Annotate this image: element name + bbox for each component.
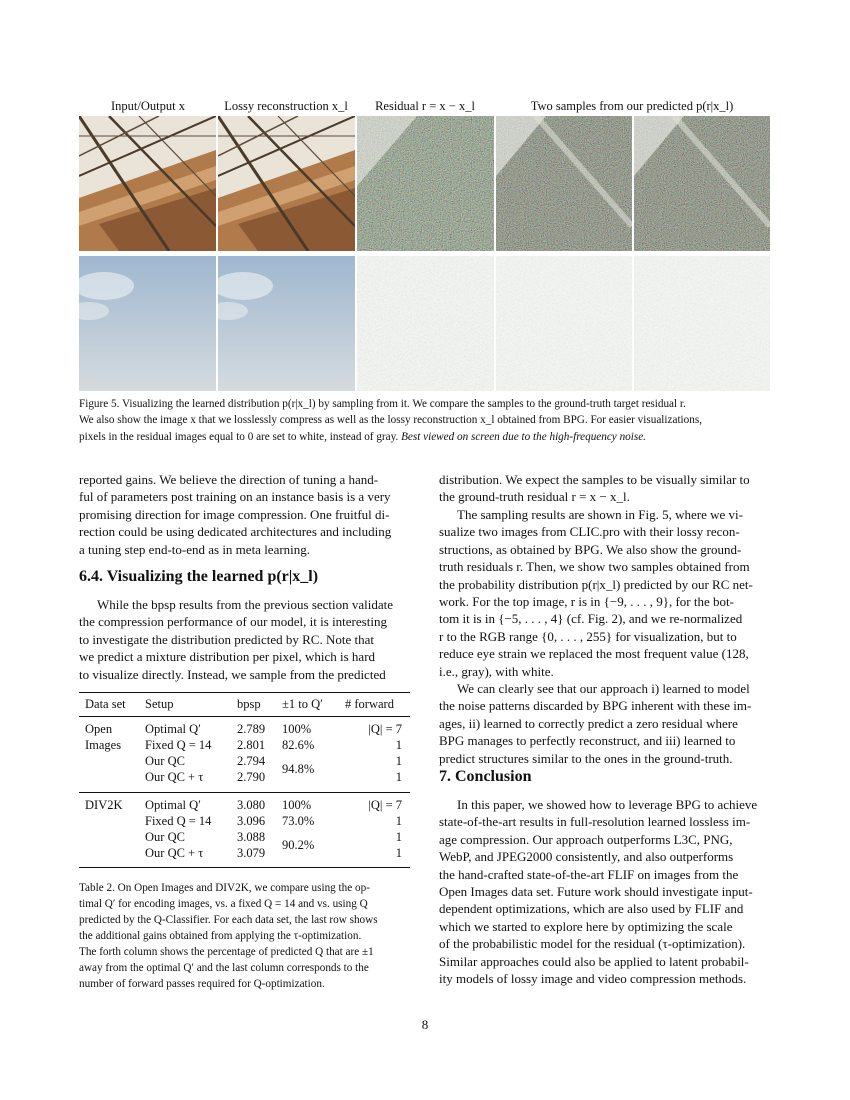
right-paragraph-2 bbox=[439, 506, 770, 680]
sky-image-lossy bbox=[218, 256, 355, 391]
table-cell-forward: 1 bbox=[395, 846, 402, 860]
table-header-rule bbox=[79, 716, 410, 717]
figure-header-lossy-reconstruction: Lossy reconstruction x_l bbox=[224, 99, 348, 113]
table-cell-pm1: 94.8% bbox=[282, 762, 315, 776]
right-paragraph-3 bbox=[439, 680, 770, 767]
table-top-rule bbox=[79, 692, 410, 693]
text-line: In this paper, we showed how to leverage BPG to achieve bbox=[457, 797, 758, 812]
text-line: WebP, and JPEG2000 consistently, and also outperforms bbox=[439, 849, 734, 865]
sky-sample-1 bbox=[496, 256, 632, 391]
table-cell-pm1: 82.6% bbox=[282, 738, 315, 752]
table-cell-forward: 1 bbox=[395, 770, 402, 784]
text-line: the probability distribution p(r|x_l) predicted by our RC net- bbox=[439, 576, 753, 592]
text-line: which we started to explore here by optimizing the scale bbox=[439, 918, 733, 934]
page-number: 8 bbox=[421, 1017, 429, 1032]
table-dataset-label: DIV2K bbox=[85, 798, 123, 812]
figure-caption-line: Figure 5. Visualizing the learned distribution p(r|x_l) by sampling from it. We compare the samples to the ground-truth target residual r. bbox=[79, 398, 686, 410]
text-line: reduce eye strain we replaced the most frequent value (128, bbox=[439, 646, 749, 662]
text-line: the compression performance of our model, it is interesting bbox=[79, 614, 387, 630]
table-bottom-rule bbox=[79, 867, 410, 868]
table-dataset-label: Open bbox=[85, 722, 113, 736]
text-line: The sampling results are shown in Fig. 5, where we vi- bbox=[457, 507, 743, 522]
text-line: age compression. Our approach outperforms L3C, PNG, bbox=[439, 831, 733, 847]
right-paragraph-1 bbox=[439, 471, 770, 506]
text-line: Similar approaches could also be applied to latent probabil- bbox=[439, 953, 749, 969]
table-cell-setup: Our QC + τ bbox=[145, 770, 204, 784]
table-caption-line: The forth column shows the percentage of predicted Q that are ±1 bbox=[79, 946, 374, 958]
table-group-open-images bbox=[79, 721, 410, 791]
bridge-sample-2 bbox=[634, 116, 770, 251]
table-cell-pm1: 73.0% bbox=[282, 814, 315, 828]
text-line: state-of-the-art results in full-resolution learned lossless im- bbox=[439, 814, 751, 830]
table-cell-bpsp: 3.096 bbox=[237, 814, 266, 828]
table-caption-line: timal Q′ for encoding images, vs. a fixed Q = 14 and vs. using Q bbox=[79, 898, 368, 910]
table-cell-bpsp: 2.794 bbox=[237, 754, 266, 768]
text-line: the noise patterns discarded by BPG inherent with these im- bbox=[439, 698, 752, 714]
table-cell-bpsp: 2.789 bbox=[237, 722, 266, 736]
table-header-pm1: ±1 to Q′ bbox=[282, 697, 323, 711]
table-cell-pm1: 100% bbox=[282, 798, 312, 812]
figure-header-input-output: Input/Output x bbox=[111, 99, 185, 113]
figure-caption-line: pixels in the residual images equal to 0 are set to white, instead of gray. bbox=[79, 430, 402, 443]
text-line: ages, ii) learned to correctly predict a zero residual where bbox=[439, 715, 738, 731]
text-line: truth residuals r. Then, we show two samples obtained from bbox=[439, 559, 750, 575]
table-cell-forward: |Q| = 7 bbox=[368, 722, 402, 736]
text-line: BPG manages to perfectly reconstruct, and iii) learned to bbox=[439, 733, 736, 749]
text-line: work. For the top image, r is in {−9, . . . , 9}, for the bot- bbox=[439, 594, 734, 610]
text-line: promising direction for image compression. One fruitful di- bbox=[79, 506, 390, 522]
table-header-forward: # forward bbox=[345, 697, 394, 711]
text-line: to investigate the distribution predicted by RC. Note that bbox=[79, 631, 374, 647]
text-line: dependent optimizations, which are also used by FLIF and bbox=[439, 901, 744, 917]
table-cell-setup: Optimal Q′ bbox=[145, 722, 201, 736]
text-line: sualize two images from CLIC.pro with their lossy recon- bbox=[439, 524, 740, 540]
table-group-div2k bbox=[79, 797, 410, 867]
table-header-bpsp: bpsp bbox=[237, 697, 261, 711]
figure-header-samples: Two samples from our predicted p(r|x_l) bbox=[530, 99, 734, 113]
table-cell-setup: Fixed Q = 14 bbox=[145, 814, 212, 828]
figure-caption-emphasis: Best viewed on screen due to the high-frequency noise. bbox=[401, 430, 646, 443]
table-header-dataset: Data set bbox=[85, 697, 126, 711]
table-caption bbox=[79, 880, 410, 992]
table-header-setup: Setup bbox=[145, 697, 174, 711]
text-line: predict structures similar to the ones in the ground-truth. bbox=[439, 750, 733, 766]
table-cell-forward: 1 bbox=[395, 738, 402, 752]
table-caption-line: Table 2. On Open Images and DIV2K, we compare using the op- bbox=[79, 882, 370, 894]
table-cell-setup: Our QC bbox=[145, 754, 185, 768]
bridge-residual bbox=[357, 116, 494, 251]
table-cell-bpsp: 2.801 bbox=[237, 738, 266, 752]
sky-residual bbox=[357, 256, 494, 391]
section-title-6-4: 6.4. Visualizing the learned p(r|x_l) bbox=[79, 568, 319, 585]
table-cell-pm1: 90.2% bbox=[282, 838, 315, 852]
table-caption-line: the additional gains obtained from applying the τ-optimization. bbox=[79, 930, 362, 942]
figure-caption bbox=[79, 396, 770, 445]
text-line: We can clearly see that our approach i) learned to model bbox=[457, 681, 750, 696]
figure-header-residual: Residual r = x − x_l bbox=[375, 99, 475, 113]
table-dataset-label: Images bbox=[85, 738, 122, 752]
table-caption-line: predicted by the Q-Classifier. For each data set, the last row shows bbox=[79, 914, 378, 926]
text-line: ity models of lossy image and video compression methods. bbox=[439, 971, 747, 987]
text-line: of the probabilistic model for the residual (τ-optimization). bbox=[439, 936, 746, 952]
bridge-sample-1 bbox=[496, 116, 632, 251]
table-cell-setup: Optimal Q′ bbox=[145, 798, 201, 812]
table-cell-forward: |Q| = 7 bbox=[368, 798, 402, 812]
table-cell-pm1: 100% bbox=[282, 722, 312, 736]
table-caption-line: number of forward passes required for Q-optimization. bbox=[79, 978, 325, 990]
text-line: the hand-crafted state-of-the-art FLIF on images from the bbox=[439, 866, 739, 882]
figure-caption-line: We also show the image x that we losslessly compress as well as the lossy reconstruction x_l obtained from BPG. For easier visualizations, bbox=[79, 414, 702, 427]
right-paragraph-4 bbox=[439, 796, 770, 987]
text-line: to visualize directly. Instead, we sample from the predicted bbox=[79, 666, 386, 682]
text-line: reported gains. We believe the direction of tuning a hand- bbox=[79, 472, 379, 487]
text-line: a tuning step end-to-end as in meta learning. bbox=[79, 541, 311, 557]
text-line: tom it is in {−5, . . . , 4} (cf. Fig. 2), and we re-normalized bbox=[439, 611, 743, 627]
text-line: ful of parameters post training on an instance basis is a very bbox=[79, 489, 391, 505]
table-cell-setup: Fixed Q = 14 bbox=[145, 738, 212, 752]
table-cell-bpsp: 3.079 bbox=[237, 846, 266, 860]
bridge-image-lossy bbox=[218, 116, 355, 251]
table-cell-forward: 1 bbox=[395, 754, 402, 768]
sky-sample-2 bbox=[634, 256, 770, 391]
text-line: structions, as obtained by BPG. We also show the ground- bbox=[439, 541, 742, 557]
text-line: the ground-truth residual r = x − x_l. bbox=[439, 489, 630, 505]
section-title-conclusion: 7. Conclusion bbox=[439, 768, 532, 785]
table-cell-forward: 1 bbox=[395, 830, 402, 844]
text-line: distribution. We expect the samples to be visually similar to bbox=[439, 472, 750, 487]
text-line: r to the RGB range {0, . . . , 255} for visualization, but to bbox=[439, 628, 737, 644]
text-line: rection could be using dedicated architectures and including bbox=[79, 524, 392, 540]
table-cell-forward: 1 bbox=[395, 814, 402, 828]
sky-image-original bbox=[79, 256, 216, 391]
text-line: While the bpsp results from the previous section validate bbox=[97, 597, 394, 612]
table-cell-bpsp: 3.088 bbox=[237, 830, 266, 844]
left-paragraph-1 bbox=[79, 471, 410, 558]
table-cell-bpsp: 2.790 bbox=[237, 770, 266, 784]
table-cell-setup: Our QC + τ bbox=[145, 846, 204, 860]
table-cell-bpsp: 3.080 bbox=[237, 798, 266, 812]
bridge-image-original bbox=[79, 116, 216, 251]
text-line: Open Images data set. Future work should investigate input- bbox=[439, 884, 753, 900]
left-paragraph-2 bbox=[79, 596, 410, 683]
table-caption-line: away from the optimal Q′ and the last column corresponds to the bbox=[79, 962, 369, 974]
table-cell-setup: Our QC bbox=[145, 830, 185, 844]
table-group-rule bbox=[79, 792, 410, 793]
text-line: i.e., gray), with white. bbox=[439, 663, 554, 679]
text-line: we predict a mixture distribution per pixel, which is hard bbox=[79, 649, 376, 665]
